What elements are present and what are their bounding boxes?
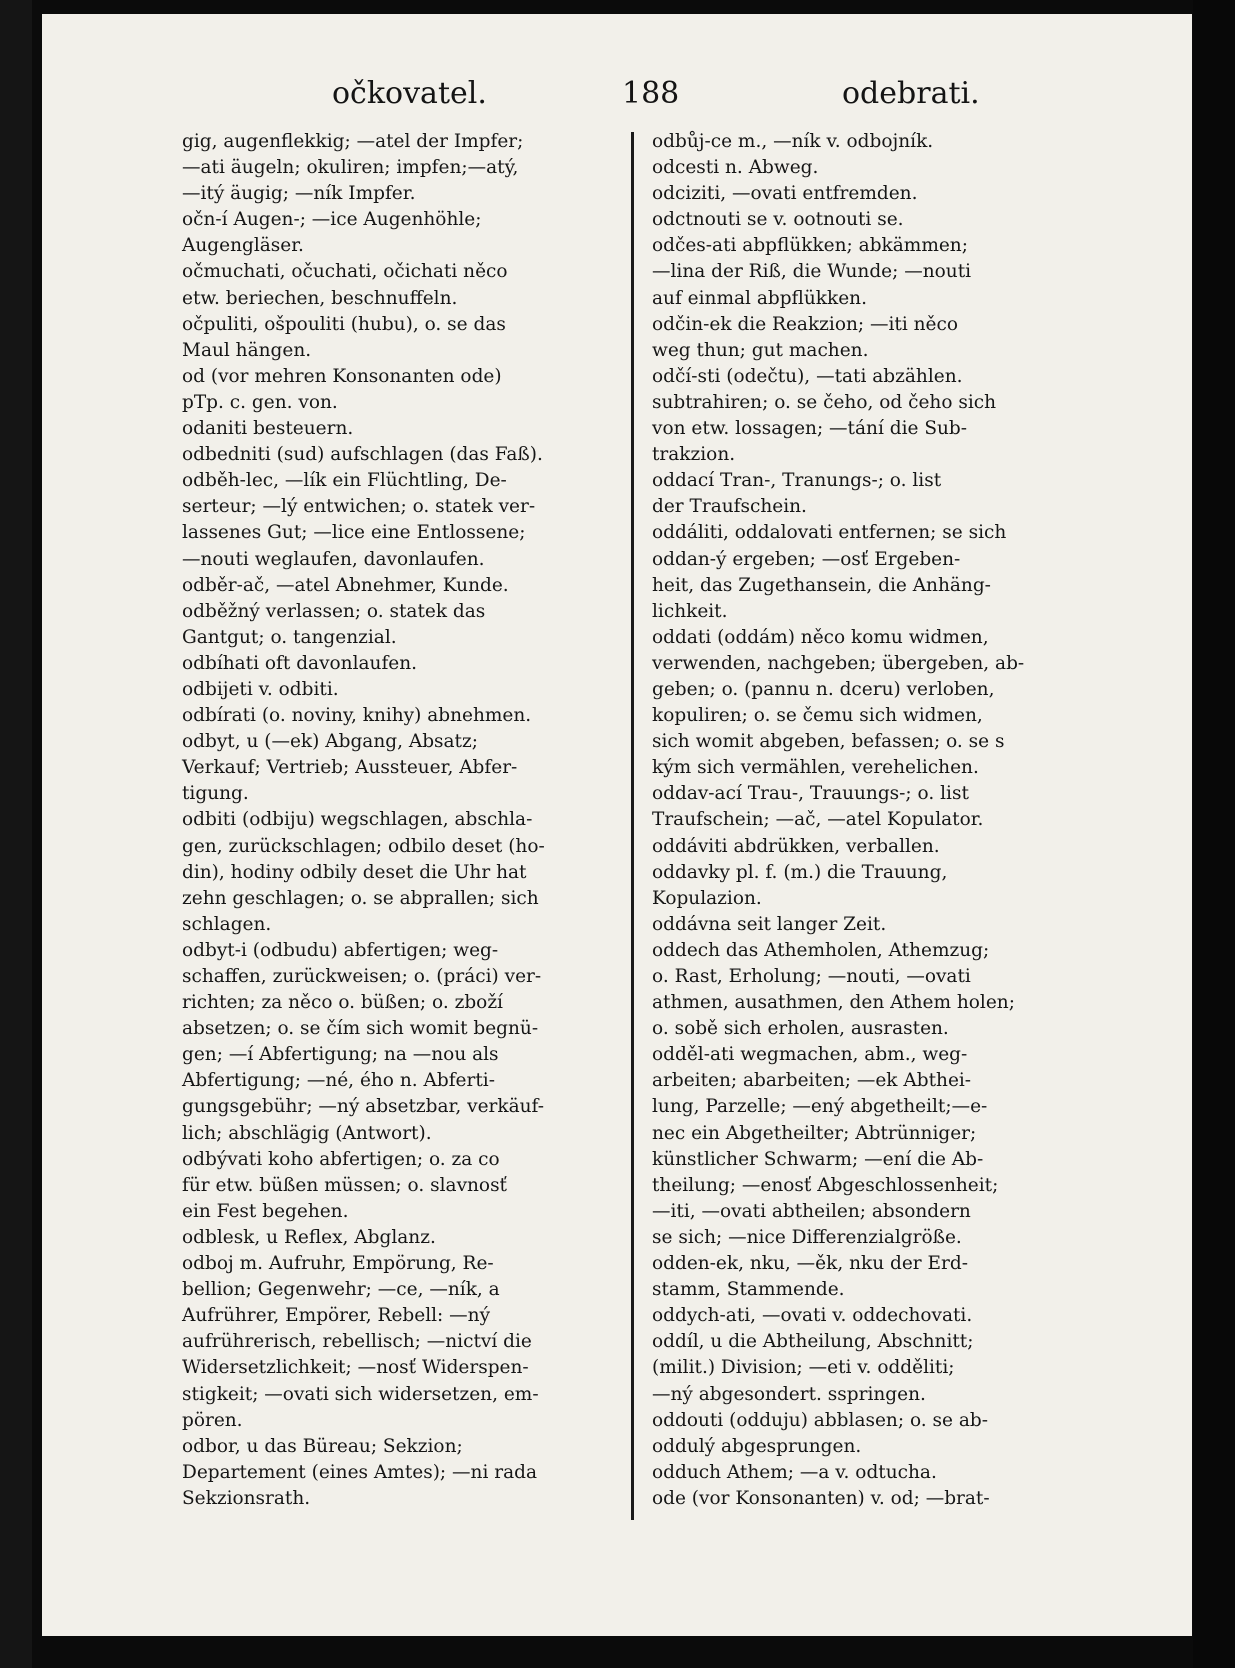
dictionary-page <box>42 14 1192 1636</box>
dictionary-entry-line: o. Rast, Erholung; —nouti, —ovati <box>652 966 971 987</box>
dictionary-entry-line: absetzen; o. se čím sich womit begnü- <box>182 1018 539 1040</box>
dictionary-entry-line: oddych-ati, —ovati v. oddechovati. <box>652 1305 973 1327</box>
dictionary-entry-line: etw. beriechen, beschnuffeln. <box>182 287 458 309</box>
right-column <box>652 129 1112 1512</box>
dictionary-entry-line: Widersetzlichkeit; —nosť Widerspen- <box>182 1357 529 1379</box>
dictionary-entry-line: odbírati (o. noviny, knihy) abnehmen. <box>182 705 532 727</box>
dictionary-entry-line: kopuliren; o. se čemu sich widmen, <box>652 705 983 727</box>
dictionary-entry-line: stigkeit; —ovati sich widersetzen, em- <box>182 1383 539 1405</box>
dictionary-entry-line: pören. <box>182 1409 243 1431</box>
dictionary-entry-line: gungsgebühr; —ný absetzbar, verkäuf- <box>182 1096 544 1118</box>
dictionary-entry-line: athmen, ausathmen, den Athem holen; <box>652 992 1015 1014</box>
dictionary-entry-line: Kopulazion. <box>652 887 762 909</box>
dictionary-entry-line: für etw. büßen müssen; o. slavnosť <box>182 1174 507 1196</box>
dictionary-entry-line: subtrahiren; o. se čeho, od čeho sich <box>652 391 997 413</box>
scan-left-margin <box>0 0 32 1668</box>
dictionary-entry-line: oddav-ací Trau-, Trauungs-; o. list <box>652 783 969 805</box>
dictionary-entry-line: verwenden, nachgeben; übergeben, ab- <box>652 652 1025 674</box>
dictionary-entry-line: Maul hängen. <box>182 339 312 361</box>
dictionary-entry-line: odciziti, —ovati entfremden. <box>652 183 918 205</box>
dictionary-entry-line: heit, das Zugethansein, die Anhäng- <box>652 574 991 596</box>
scan-right-margin <box>1193 0 1235 1668</box>
dictionary-entry-line: odbůj-ce m., —ník v. odbojník. <box>652 131 934 152</box>
dictionary-entry-line: odbijeti v. odbiti. <box>182 678 339 700</box>
dictionary-entry-line: aufrührerisch, rebellisch; —nictví die <box>182 1331 532 1353</box>
dictionary-entry-line: odbedniti (sud) aufschlagen (das Faß). <box>182 444 543 466</box>
dictionary-entry-line: pTp. c. gen. von. <box>182 391 338 413</box>
dictionary-entry-line: von etw. lossagen; —tání die Sub- <box>652 418 968 440</box>
dictionary-entry-line: gig, augenflekkig; —atel der Impfer; <box>182 131 524 152</box>
dictionary-entry-line: ein Fest begehen. <box>182 1200 349 1222</box>
dictionary-entry-line: odcesti n. Abweg. <box>652 157 819 179</box>
dictionary-entry-line: gen, zurückschlagen; odbilo deset (ho- <box>182 835 545 857</box>
dictionary-entry-line: od (vor mehren Konsonanten ode) <box>182 365 502 387</box>
dictionary-entry-line: o. sobě sich erholen, ausrasten. <box>652 1018 949 1040</box>
dictionary-entry-line: Abfertigung; —né, ého n. Abferti- <box>182 1070 495 1092</box>
dictionary-entry-line: lung, Parzelle; —ený abgetheilt;—e- <box>652 1096 988 1118</box>
dictionary-entry-line: —itý äugig; —ník Impfer. <box>182 183 416 205</box>
dictionary-entry-line: odbývati koho abfertigen; o. za co <box>182 1148 500 1170</box>
left-column <box>182 129 630 1512</box>
dictionary-entry-line: arbeiten; abarbeiten; —ek Abthei- <box>652 1070 972 1092</box>
dictionary-entry-line: serteur; —lý entwichen; o. statek ver- <box>182 496 536 518</box>
dictionary-entry-line: —ný abgesondert. sspringen. <box>652 1383 926 1405</box>
dictionary-entry-line: Departement (eines Amtes); —ni rada <box>182 1461 537 1483</box>
page-number: 188 <box>622 76 680 111</box>
dictionary-entry-line: odboj m. Aufruhr, Empörung, Re- <box>182 1253 494 1275</box>
dictionary-entry-line: künstlicher Schwarm; —ení die Ab- <box>652 1148 984 1170</box>
dictionary-entry-line: oddávna seit langer Zeit. <box>652 913 887 935</box>
dictionary-entry-line: theilung; —enosť Abgeschlossenheit; <box>652 1174 999 1196</box>
dictionary-entry-line: din), hodiny odbily deset die Uhr hat <box>182 861 527 883</box>
dictionary-entry-line: odaniti besteuern. <box>182 418 354 440</box>
dictionary-entry-line: zehn geschlagen; o. se abprallen; sich <box>182 887 539 909</box>
dictionary-entry-line: gen; —í Abfertigung; na —nou als <box>182 1044 499 1066</box>
dictionary-entry-line: oddáliti, oddalovati entfernen; se sich <box>652 522 1007 544</box>
dictionary-entry-line: Verkauf; Vertrieb; Aussteuer, Abfer- <box>182 757 518 779</box>
dictionary-entry-line: schaffen, zurückweisen; o. (práci) ver- <box>182 966 542 987</box>
dictionary-entry-line: oddavky pl. f. (m.) die Trauung, <box>652 861 948 883</box>
dictionary-entry-line: Sekzionsrath. <box>182 1487 311 1509</box>
header-right-word: odebrati. <box>842 76 980 111</box>
dictionary-entry-line: Aufrührer, Empörer, Rebell: —ný <box>182 1305 491 1327</box>
dictionary-entry-line: sich womit abgeben, befassen; o. se s <box>652 731 1005 753</box>
dictionary-entry-line: oddulý abgesprungen. <box>652 1435 862 1457</box>
dictionary-entry-line: oddáviti abdrükken, verballen. <box>652 835 940 857</box>
dictionary-entry-line: —iti, —ovati abtheilen; absondern <box>652 1200 971 1222</box>
dictionary-entry-line: odběr-ač, —atel Abnehmer, Kunde. <box>182 574 509 596</box>
dictionary-entry-line: geben; o. (pannu n. dceru) verloben, <box>652 678 995 700</box>
dictionary-entry-line: schlagen. <box>182 913 272 935</box>
dictionary-entry-line: kým sich vermählen, verehelichen. <box>652 757 979 779</box>
dictionary-entry-line: se sich; —nice Differenzialgröße. <box>652 1226 962 1248</box>
dictionary-entry-line: odběh-lec, —lík ein Flüchtling, De- <box>182 470 507 492</box>
dictionary-entry-line: richten; za něco o. büßen; o. zboží <box>182 992 503 1014</box>
dictionary-entry-line: tigung. <box>182 783 249 805</box>
dictionary-entry-line: auf einmal abpflükken. <box>652 287 867 309</box>
dictionary-entry-line: lassenes Gut; —lice eine Entlossene; <box>182 522 526 544</box>
dictionary-entry-line: stamm, Stammende. <box>652 1279 845 1301</box>
dictionary-entry-line: Augengläser. <box>182 235 304 257</box>
dictionary-entry-line: lich; abschlägig (Antwort). <box>182 1122 432 1144</box>
dictionary-entry-line: —ati äugeln; okuliren; impfen;—atý, <box>182 157 519 179</box>
header-left-word: očkovatel. <box>332 76 487 111</box>
dictionary-entry-line: weg thun; gut machen. <box>652 339 869 361</box>
dictionary-entry-line: oddací Tran-, Tranungs-; o. list <box>652 470 942 492</box>
running-header <box>42 76 1192 122</box>
dictionary-entry-line: Gantgut; o. tangenzial. <box>182 626 397 648</box>
dictionary-entry-line: odden-ek, nku, —ěk, nku der Erd- <box>652 1253 968 1275</box>
dictionary-entry-line: odčí-sti (odečtu), —tati abzählen. <box>652 365 963 387</box>
dictionary-entry-line: —lina der Riß, die Wunde; —nouti <box>652 261 972 283</box>
dictionary-entry-line: oddouti (odduju) abblasen; o. se ab- <box>652 1409 988 1431</box>
dictionary-entry-line: oddan-ý ergeben; —osť Ergeben- <box>652 548 961 570</box>
dictionary-entry-line: Traufschein; —ač, —atel Kopulator. <box>652 809 984 831</box>
dictionary-entry-line: ode (vor Konsonanten) v. od; —brat- <box>652 1487 990 1509</box>
dictionary-entry-line: odbíhati oft davonlaufen. <box>182 652 418 674</box>
dictionary-entry-line: odčin-ek die Reakzion; —iti něco <box>652 313 959 335</box>
dictionary-entry-line: oddati (oddám) něco komu widmen, <box>652 626 989 648</box>
dictionary-entry-line: lichkeit. <box>652 600 728 622</box>
dictionary-entry-line: odctnouti se v. ootnouti se. <box>652 209 904 231</box>
dictionary-entry-line: (milit.) Division; —eti v. odděliti; <box>652 1357 955 1379</box>
dictionary-entry-line: odběžný verlassen; o. statek das <box>182 600 486 622</box>
dictionary-entry-line: očmuchati, očuchati, očichati něco <box>182 261 508 283</box>
dictionary-entry-line: oddíl, u die Abtheilung, Abschnitt; <box>652 1331 974 1353</box>
dictionary-entry-line: odbor, u das Büreau; Sekzion; <box>182 1435 463 1457</box>
dictionary-entry-line: bellion; Gegenwehr; —ce, —ník, a <box>182 1279 500 1301</box>
dictionary-entry-line: očn-í Augen-; —ice Augenhöhle; <box>182 209 482 231</box>
dictionary-entry-line: odbyt, u (—ek) Abgang, Absatz; <box>182 731 478 753</box>
dictionary-entry-line: nec ein Abgetheilter; Abtrünniger; <box>652 1122 977 1144</box>
dictionary-entry-line: odčes-ati abpflükken; abkämmen; <box>652 235 968 257</box>
dictionary-entry-line: odbiti (odbiju) wegschlagen, abschla- <box>182 809 533 831</box>
dictionary-entry-line: trakzion. <box>652 444 736 466</box>
dictionary-entry-line: der Traufschein. <box>652 496 807 518</box>
dictionary-entry-line: očpuliti, ošpouliti (hubu), o. se das <box>182 313 506 335</box>
dictionary-entry-line: oddech das Athemholen, Athemzug; <box>652 939 990 961</box>
dictionary-entry-line: odblesk, u Reflex, Abglanz. <box>182 1226 436 1248</box>
dictionary-entry-line: odbyt-i (odbudu) abfertigen; weg- <box>182 939 499 961</box>
column-divider <box>631 132 634 1520</box>
dictionary-entry-line: odděl-ati wegmachen, abm., weg- <box>652 1044 968 1066</box>
dictionary-entry-line: —nouti weglaufen, davonlaufen. <box>182 548 485 570</box>
dictionary-entry-line: odduch Athem; —a v. odtucha. <box>652 1461 937 1483</box>
